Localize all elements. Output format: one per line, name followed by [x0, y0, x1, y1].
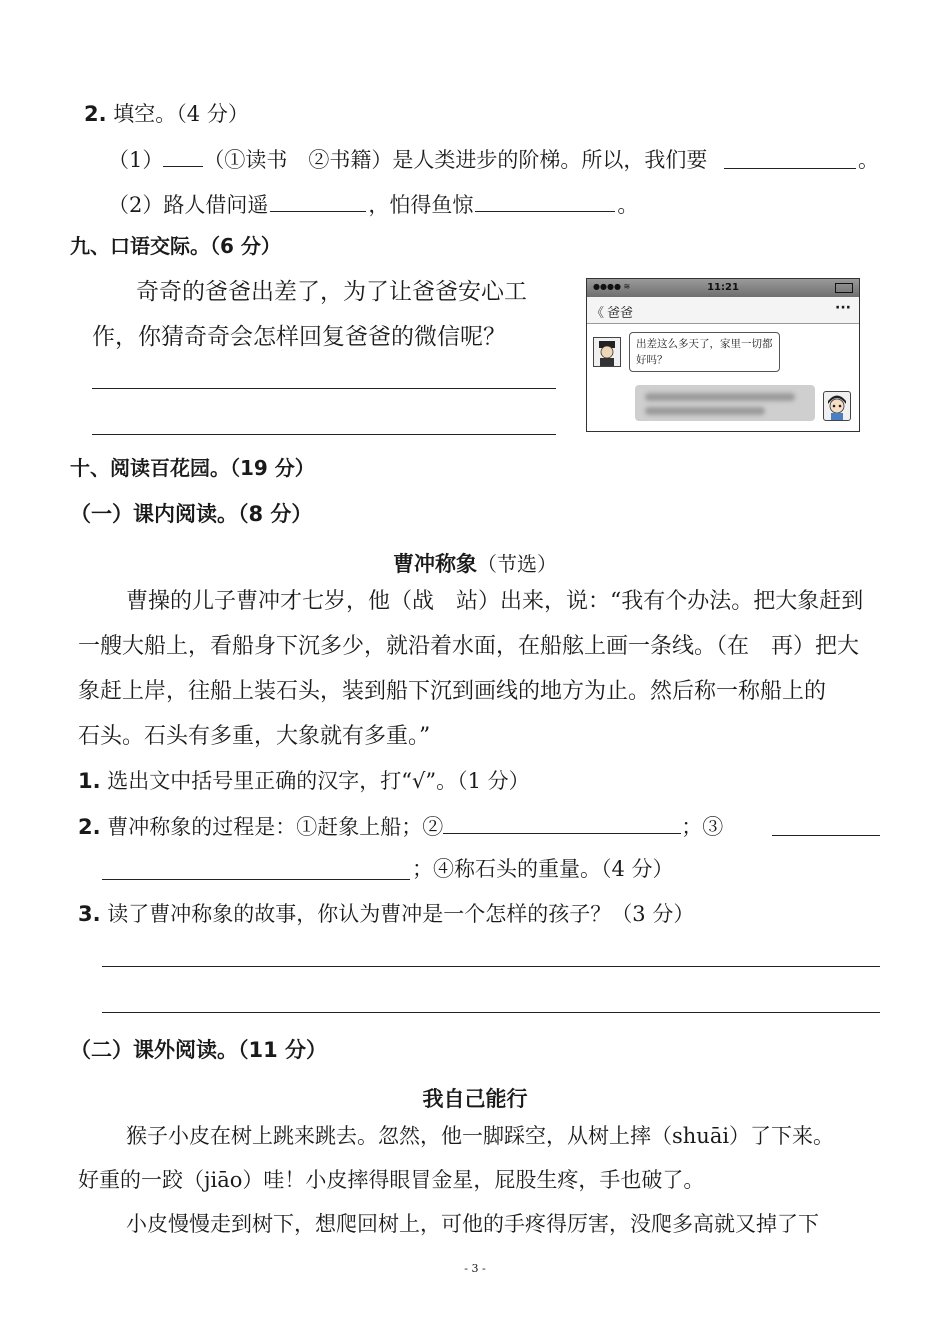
reading-q3-number: 3. — [78, 902, 101, 926]
page-number: - 3 - — [464, 1262, 486, 1275]
section-10-title: 十、阅读百花园。（19 分） — [70, 456, 315, 480]
part-1-title: （一）课内阅读。（8 分） — [70, 502, 313, 526]
reading-q2-text-a: 曹冲称象的过程是：①赶象上船；② — [107, 815, 444, 839]
story-1-paragraph-line-3: 象赶上岸，往船上装石头，装到船下沉到画线的地方为止。然后称一称船上的 — [78, 679, 827, 704]
q2-item-2-text-b: ，怕得鱼惊 — [368, 193, 474, 217]
story-2-paragraph-line-3: 小皮慢慢走到树下，想爬回树上，可他的手疼得厉害，没爬多高就又掉了下 — [126, 1212, 819, 1236]
q2-item-1-end: 。 — [858, 148, 879, 172]
phone-status-bar — [587, 279, 859, 297]
section-9-answer-line-1[interactable] — [92, 388, 556, 389]
q2-item-2-end: 。 — [617, 193, 639, 217]
back-icon[interactable]: 《 — [591, 306, 605, 321]
reading-q1 — [78, 771, 530, 792]
reading-q1-number: 1. — [78, 769, 101, 793]
reading-q3 — [78, 904, 694, 925]
story-1-paragraph-line-1: 曹操的儿子曹冲才七岁，他（战 站）出来，说：“我有个办法。把大象赶到 — [126, 589, 864, 614]
story-2-paragraph-line-1: 猴子小皮在树上跳来跳去。忽然，他一脚踩空，从树上摔（shuāi）了下来。 — [126, 1124, 835, 1148]
wechat-phone-illustration — [586, 278, 860, 432]
q2-title-text: 填空。（4 分） — [113, 102, 249, 126]
more-icon[interactable]: ··· — [835, 300, 851, 316]
q2-item-2-blank-b[interactable] — [475, 193, 615, 212]
story-2-title: 我自己能行 — [422, 1087, 528, 1111]
part-2-title: （二）课外阅读。（11 分） — [70, 1038, 328, 1062]
dad-message-line-1: 出差这么多天了，家里一切都 — [636, 338, 773, 350]
q2-item-2-text-a: （2）路人借问遥 — [108, 193, 269, 217]
reading-q2 — [78, 815, 723, 838]
reading-q2-blank-3b[interactable] — [102, 861, 410, 880]
q2-title — [84, 104, 249, 125]
dad-message-line-2: 好吗？ — [636, 354, 668, 366]
section-9-line-1: 奇奇的爸爸出差了，为了让爸爸安心工 — [136, 279, 527, 305]
contact-name: 爸爸 — [607, 306, 634, 321]
section-9-title: 九、口语交际。（6 分） — [70, 234, 281, 258]
q2-item-1-blank-a[interactable] — [163, 148, 203, 167]
qiqi-avatar — [823, 391, 851, 421]
dad-avatar — [593, 337, 621, 367]
reading-q2-blank-2[interactable] — [443, 815, 681, 834]
signal-icon: ●●●● ≋ — [593, 282, 631, 291]
reading-q2-number: 2. — [78, 815, 101, 839]
reading-q2-blank-3a[interactable] — [772, 817, 880, 836]
story-1-paragraph-line-4: 石头。石头有多重，大象就有多重。” — [78, 724, 431, 749]
story-1-heading — [0, 548, 950, 578]
reading-q3-text: 读了曹冲称象的故事，你认为曹冲是一个怎样的孩子？（3 分） — [107, 902, 695, 926]
battery-icon — [835, 283, 853, 293]
story-1-paragraph-line-2: 一艘大船上，看船身下沉多少，就沿着水面，在船舷上画一条线。（在 再）把大 — [78, 634, 860, 659]
story-1-subtitle: （节选） — [477, 552, 557, 576]
section-9-line-2: 作，你猜奇奇会怎样回复爸爸的微信呢？ — [92, 324, 506, 350]
reading-q2-text-c: ；④称石头的重量。（4 分） — [412, 857, 674, 881]
q2-item-1-label: （1） — [108, 148, 164, 172]
q2-item-1-text: （①读书 ②书籍）是人类进步的阶梯。所以，我们要 — [203, 148, 708, 172]
dad-message-bubble — [629, 332, 780, 372]
story-2-paragraph-line-2: 好重的一跤（jiāo）哇！小皮摔得眼冒金星，屁股生疼，手也破了。 — [78, 1168, 705, 1192]
phone-nav-bar — [587, 297, 859, 324]
q2-item-2-blank-a[interactable] — [270, 193, 366, 212]
reading-q2-text-b: ；③ — [681, 815, 724, 839]
story-1-title: 曹冲称象 — [393, 552, 477, 576]
q2-item-2 — [108, 193, 638, 216]
phone-time: 11:21 — [707, 282, 739, 293]
blurred-reply-bubble — [635, 385, 815, 421]
q2-item-1-blank-b[interactable] — [724, 150, 856, 169]
reading-q3-answer-line-1[interactable] — [102, 966, 880, 967]
q2-number: 2. — [84, 102, 107, 126]
section-9-answer-line-2[interactable] — [92, 434, 556, 435]
q2-item-1 — [108, 148, 707, 171]
reading-q1-text: 选出文中括号里正确的汉字，打“√”。（1 分） — [107, 769, 530, 793]
reading-q3-answer-line-2[interactable] — [102, 1012, 880, 1013]
